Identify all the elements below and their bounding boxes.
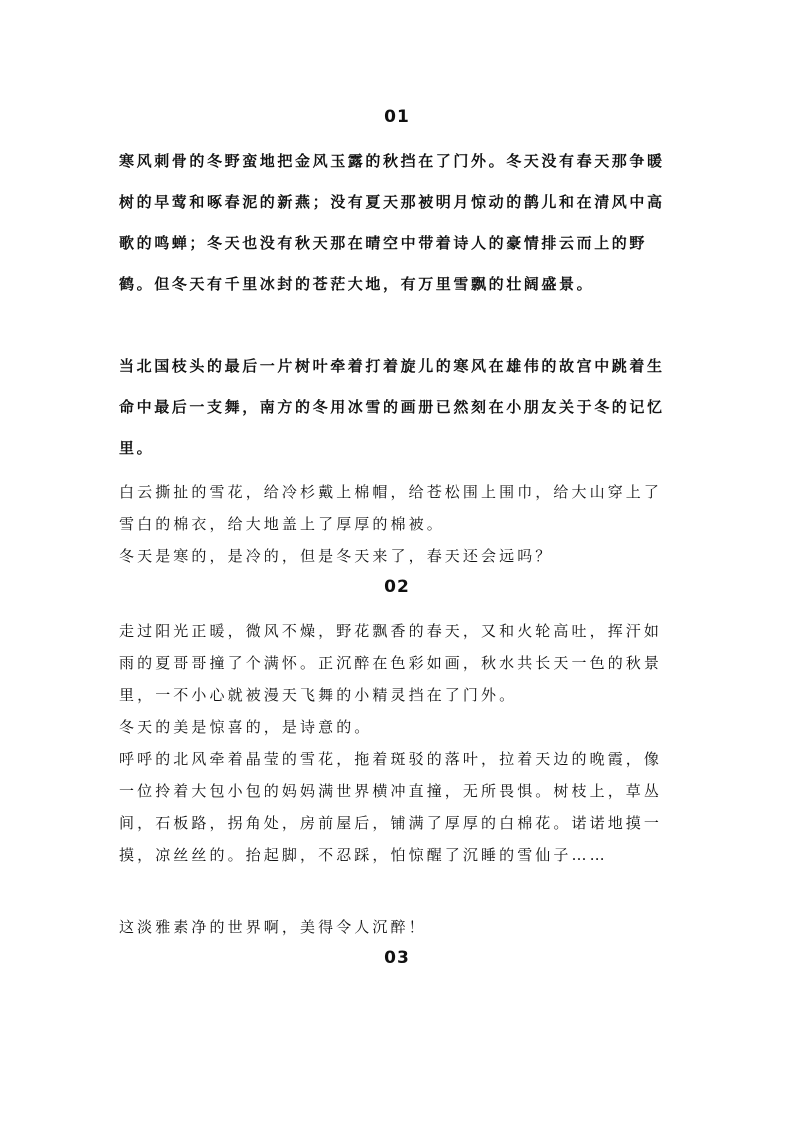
section-01-paragraph-2: 冬天是寒的，是冷的，但是冬天来了，春天还会远吗？ (119, 547, 554, 565)
section-02-paragraph-2: 冬天的美是惊喜的，是诗意的。 (119, 718, 373, 736)
section-heading-03: 03 (384, 948, 410, 968)
section-heading-02: 02 (384, 577, 410, 597)
section-01-paragraph-1: 白云撕扯的雪花，给冷杉戴上棉帽，给苍松围上围巾，给大山穿上了雪白的棉衣，给大地盖上了厚厚的棉被。 (119, 483, 663, 533)
section-02-paragraph-1: 走过阳光正暖，微风不燥，野花飘香的春天，又和火轮高吐，挥汗如雨的夏哥哥撞了个满怀。正沉醉在色彩如画，秋水共长天一色的秋景里，一不小心就被漫天飞舞的小精灵挡在了门外。 (119, 622, 663, 704)
section-01-bold-paragraph-2: 当北国枝头的最后一片树叶牵着打着旋儿的寒风在雄伟的故宫中跳着生命中最后一支舞，南方的冬用冰雪的画册已然刻在小朋友关于冬的记忆里。 (119, 357, 665, 457)
section-01-bold-paragraph-1: 寒风刺骨的冬野蛮地把金风玉露的秋挡在了门外。冬天没有春天那争暖树的早莺和啄春泥的新燕；没有夏天那被明月惊动的鹊儿和在清风中高歌的鸣蝉；冬天也没有秋天那在晴空中带着诗人的豪情排云而上的野鹤。但冬天有千里冰封的苍茫大地，有万里雪飘的壮阔盛景。 (119, 152, 665, 293)
section-02-paragraph-4: 这淡雅素净的世界啊，美得令人沉醉！ (119, 918, 427, 936)
section-02-paragraph-3: 呼呼的北风牵着晶莹的雪花，拖着斑驳的落叶，拉着天边的晚霞，像一位拎着大包小包的妈妈满世界横冲直撞，无所畏惧。树枝上，草丛间，石板路，拐角处，房前屋后，铺满了厚厚的白棉花。诺诺地摸一摸，凉丝丝的。抬起脚，不忍踩，怕惊醒了沉睡的雪仙子…… (119, 750, 663, 864)
section-heading-01: 01 (384, 107, 410, 127)
